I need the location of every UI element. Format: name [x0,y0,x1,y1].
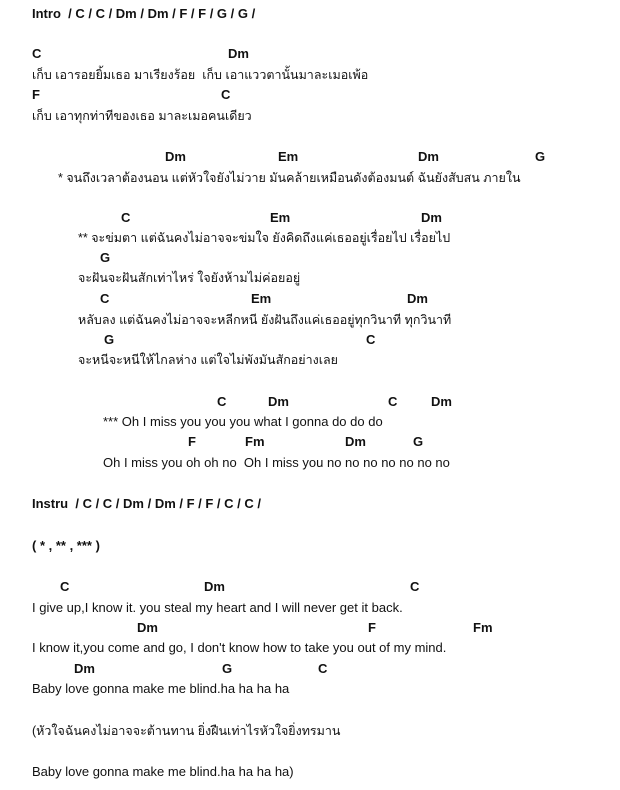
intro-progression: / C / C / Dm / Dm / F / F / G / G / [68,6,256,21]
chord: G [535,149,546,164]
chord: F [32,87,40,102]
chord: Fm [473,620,493,635]
intro-line [32,6,255,22]
chord: C [60,579,70,594]
lyric-line: I give up,I know it. you steal my heart and I will never get it back. [32,600,403,615]
chord: Dm [407,291,428,306]
instru-progression: / C / C / Dm / Dm / F / F / C / C / [75,496,261,511]
chord: Dm [421,210,442,225]
chord: Dm [268,394,289,409]
chord: C [100,291,110,306]
chord: Em [251,291,272,306]
lyric-line: เก็บ เอาทุกท่าทีของเธอ มาละเมอคนเดียว [32,109,252,123]
chord: G [104,332,115,347]
lyric-line: Baby love gonna make me blind.ha ha ha ha) [32,764,294,779]
chord: Dm [204,579,225,594]
chord: Dm [165,149,186,164]
lyric-line: จะหนีจะหนีให้ไกลห่าง แต่ใจไม่พังมันสักอย่างเลย [78,353,339,367]
chord: C [410,579,420,594]
lyric-line: (หัวใจฉันคงไม่อาจจะต้านทาน ยิ่งฝืนเท่าไรหัวใจยิ่งทรมาน [32,724,341,738]
chord: Em [270,210,291,225]
chord: F [368,620,376,635]
lyric-line: Oh I miss you oh oh no Oh I miss you no no no no no no no [103,455,450,470]
chord: Fm [245,434,265,449]
chord: F [188,434,196,449]
intro-label: Intro [32,6,61,21]
lyric-line: ** จะข่มตา แต่ฉันคงไม่อาจจะข่มใจ ยังคิดถึงแค่เธออยู่เรื่อยไป เรื่อยไป [78,231,451,245]
chord: Dm [74,661,95,676]
lyric-line: จะฝันจะฝันสักเท่าไหร่ ใจยังห้ามไม่ค่อยอยู่ [78,271,301,285]
lyric-line: *** Oh I miss you you you what I gonna do do do [103,414,383,429]
chord: Dm [137,620,158,635]
chord: Dm [418,149,439,164]
chord: G [100,250,111,265]
lyric-line: * จนถึงเวลาต้องนอน แต่หัวใจยังไม่วาย มันคล้ายเหมือนดังต้องมนต์ ฉันยังสับสน ภายใน [58,171,521,185]
chord: C [217,394,227,409]
chord: C [366,332,376,347]
lyric-line: เก็บ เอารอยยิ้มเธอ มาเรียงร้อย เก็บ เอาแววตานั้นมาละเมอเพ้อ [32,68,369,82]
instru-line [32,496,261,512]
chord: Dm [431,394,452,409]
chord: Em [278,149,299,164]
chord: Dm [345,434,366,449]
chord: C [221,87,231,102]
chord: G [413,434,424,449]
instru-label: Instru [32,496,69,511]
chord: C [388,394,398,409]
chord: Dm [228,46,249,61]
lyric-line: I know it,you come and go, I don't know how to take you out of my mind. [32,640,447,655]
chord: G [222,661,233,676]
lyric-line: หลับลง แต่ฉันคงไม่อาจจะหลีกหนี ยังฝันถึงแค่เธออยู่ทุกวินาที ทุกวินาที [78,313,452,327]
lyric-line: Baby love gonna make me blind.ha ha ha ha [32,681,290,696]
chord: C [32,46,42,61]
repeat-marker: ( * , ** , *** ) [32,538,100,553]
chord: C [318,661,328,676]
chord: C [121,210,131,225]
